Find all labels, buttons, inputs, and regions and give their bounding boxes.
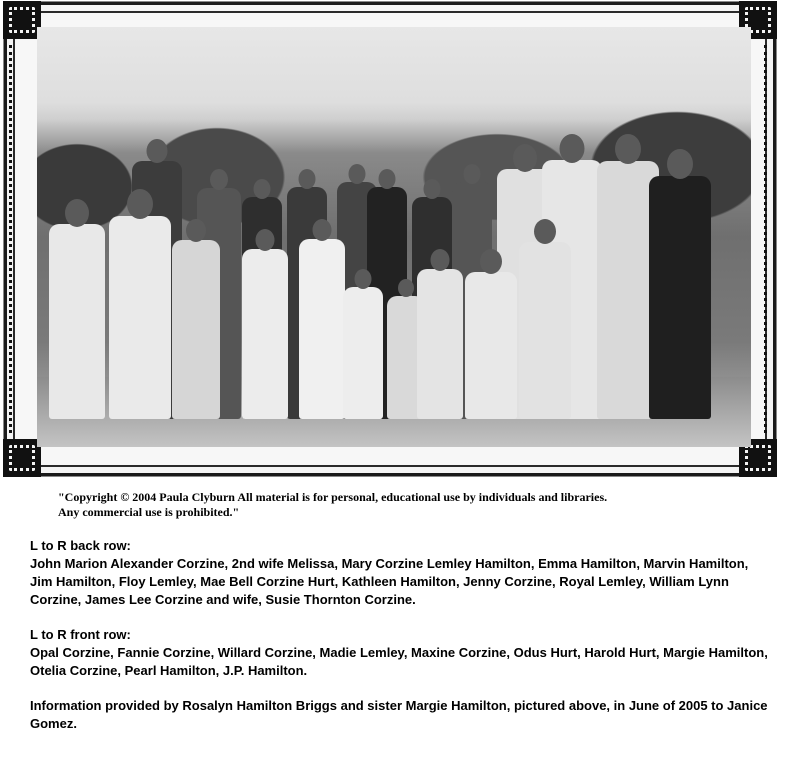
person-body — [649, 176, 711, 419]
person-figure — [49, 199, 105, 419]
front-row-caption — [30, 626, 770, 680]
person-body — [343, 287, 383, 419]
person-figure — [172, 219, 220, 419]
person-body — [49, 224, 105, 419]
copyright-line-1: "Copyright © 2004 Paula Clyburn All material is for personal, educational use by individuals and libraries. — [58, 490, 608, 504]
person-head — [398, 279, 414, 297]
person-head — [513, 144, 537, 172]
person-head — [127, 189, 153, 219]
person-head — [147, 139, 168, 163]
person-head — [667, 149, 693, 179]
person-body — [519, 242, 571, 419]
person-body — [242, 249, 288, 419]
back-row-caption — [30, 537, 770, 609]
person-head — [615, 134, 641, 164]
person-figure — [299, 219, 345, 419]
info-text: Information provided by Rosalyn Hamilton Briggs and sister Margie Hamilton, pictured above, in June of 2005 to Janice Gomez. — [30, 698, 768, 731]
copyright-notice — [58, 490, 748, 520]
person-head — [256, 229, 275, 251]
person-figure — [417, 249, 463, 419]
person-head — [431, 249, 450, 271]
person-figure — [465, 249, 517, 419]
person-head — [355, 269, 372, 289]
person-body — [417, 269, 463, 419]
person-head — [186, 219, 206, 242]
person-body — [109, 216, 171, 419]
person-head — [464, 164, 481, 184]
frame-corner-ornament — [3, 439, 41, 477]
person-head — [560, 134, 585, 163]
frame-edge-ornament — [764, 45, 775, 433]
back-row-heading: L to R back row: — [30, 538, 131, 553]
person-body — [465, 272, 517, 419]
person-figure — [242, 229, 288, 419]
frame-edge-ornament — [9, 45, 20, 433]
front-row-names: Opal Corzine, Fannie Corzine, Willard Corzine, Madie Lemley, Maxine Corzine, Odus Hurt, Harold Hurt, Margie Hamilton, Otelia Corzine, Pearl Hamilton, J.P. Hamilton. — [30, 645, 768, 678]
back-row-names: John Marion Alexander Corzine, 2nd wife Melissa, Mary Corzine Lemley Hamilton, Emma Hamilton, Marvin Hamilton, Jim Hamilton, Floy Lemley, Mae Bell Corzine Hurt, Kathleen Hamilton, Jenny Corzine, Royal Lemley, William Lynn Corzine, James Lee Corzine and wife, Susie Thornton Corzine. — [30, 556, 749, 607]
person-figure — [109, 189, 171, 419]
person-head — [480, 249, 502, 274]
family-group-photo — [37, 27, 751, 447]
person-body — [172, 240, 220, 419]
copyright-line-2: Any commercial use is prohibited." — [58, 505, 240, 519]
person-figure — [343, 269, 383, 419]
person-head — [65, 199, 89, 227]
person-head — [379, 169, 396, 189]
person-head — [349, 164, 366, 184]
person-body — [299, 239, 345, 419]
person-head — [299, 169, 316, 189]
person-figure — [519, 219, 571, 419]
front-row-heading: L to R front row: — [30, 627, 131, 642]
photo-frame — [4, 2, 776, 476]
frame-corner-ornament — [3, 1, 41, 39]
person-head — [254, 179, 271, 199]
person-head — [534, 219, 556, 244]
info-caption — [30, 697, 770, 733]
person-head — [313, 219, 332, 241]
person-figure — [649, 149, 711, 419]
person-head — [210, 169, 228, 190]
person-head — [424, 179, 441, 199]
